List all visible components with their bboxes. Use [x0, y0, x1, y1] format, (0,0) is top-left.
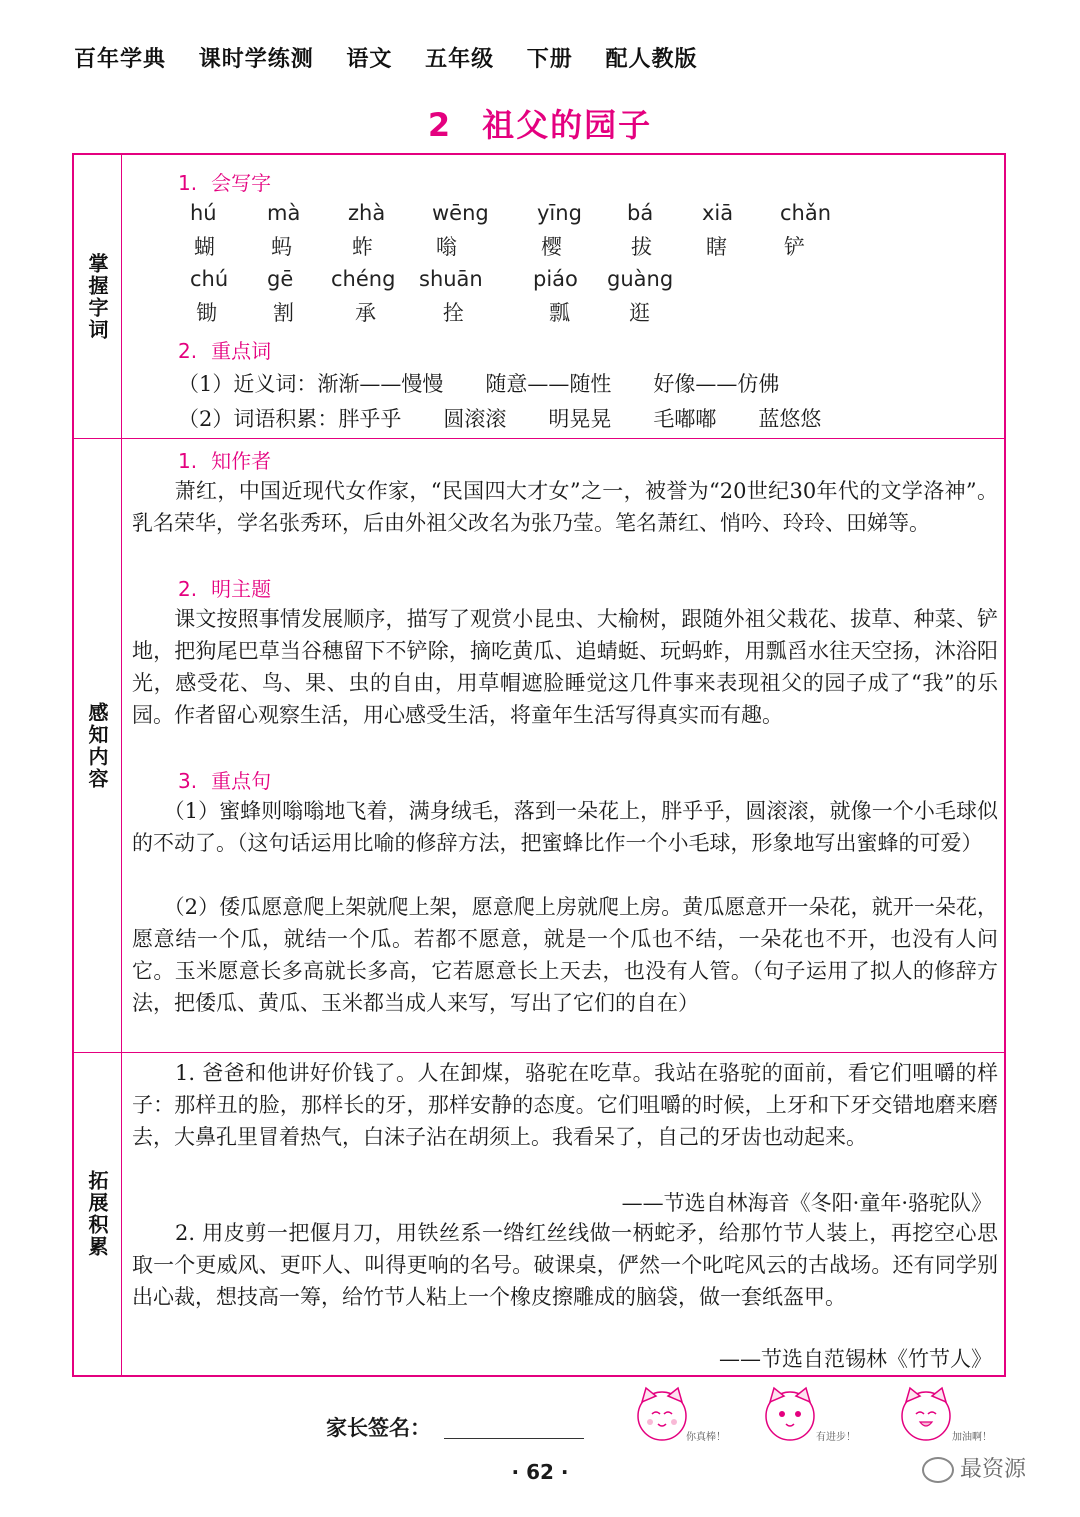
watermark-text: 最资源	[960, 1457, 1027, 1482]
section-extension	[74, 1053, 1004, 1375]
header-volume: 下册	[526, 47, 573, 72]
header-edition: 配人教版	[605, 47, 698, 72]
sub-heading-number: 1.	[178, 449, 198, 473]
page-number: · 62 ·	[511, 1460, 569, 1484]
side-label-cell	[74, 439, 122, 1052]
sub-heading-number: 2.	[178, 577, 198, 601]
sub-heading-title: 明主题	[211, 577, 272, 601]
sub-heading	[178, 445, 271, 474]
header-book: 课时学练测	[198, 47, 314, 72]
header-subject: 语文	[346, 47, 393, 72]
lesson-table	[72, 153, 1006, 1377]
character: 瞎	[706, 235, 727, 259]
sub-heading	[178, 573, 271, 602]
side-label: 感知内容	[85, 701, 109, 790]
pinyin: hú	[190, 201, 217, 225]
passage-1-source: ——节选自林海音《冬阳·童年·骆驼队》	[621, 1191, 992, 1215]
pinyin: guàng	[607, 267, 674, 291]
character: 铲	[784, 235, 805, 259]
pinyin: chéng	[331, 267, 396, 291]
character: 樱	[541, 235, 562, 259]
pinyin: mà	[267, 201, 301, 225]
pinyin: chú	[190, 267, 229, 291]
section-content	[132, 439, 998, 1053]
character: 拴	[443, 301, 464, 325]
pinyin: chǎn	[780, 201, 832, 225]
character: 嗡	[436, 235, 457, 259]
character: 瓢	[549, 301, 570, 325]
header-grade: 五年级	[425, 47, 495, 72]
lesson-title	[0, 100, 1080, 146]
sub-heading-number: 1.	[178, 171, 198, 195]
character: 割	[273, 301, 294, 325]
pinyin: piáo	[533, 267, 578, 291]
sub-heading-title: 知作者	[211, 449, 272, 473]
extension-passage-1: 1. 爸爸和他讲好价钱了。人在卸煤，骆驼在吃草。我站在骆驼的面前，看它们咀嚼的样子：那样丑的脸，那样长的牙，那样安静的态度。它们咀嚼的时候，上牙和下牙交错地磨来磨去，大鼻孔里冒着热气，白沫子沾在胡须上。我看呆了，自己的牙齿也动起来。	[132, 1061, 998, 1149]
side-label: 掌握字词	[85, 252, 109, 341]
sub-heading	[178, 765, 271, 794]
cat-sticker	[760, 1384, 875, 1454]
pinyin: bá	[627, 201, 654, 225]
lesson-title-text: 祖父的园子	[482, 106, 653, 144]
character: 承	[355, 301, 376, 325]
wechat-icon	[922, 1457, 954, 1483]
cat-sticker	[894, 1384, 1009, 1454]
sub-heading-number: 2.	[178, 339, 198, 363]
theme-paragraph: 课文按照事情发展顺序，描写了观赏小昆虫、大榆树，跟随外祖父栽花、拔草、种菜、铲地，把狗尾巴草当谷穗留下不铲除，摘吃黄瓜、追蜻蜓、玩蚂蚱，用瓢舀水往天空扬，沐浴阳光，感受花、鸟、果、虫的自由，用草帽遮脸睡觉这几件事来表现祖父的园子成了“我”的乐园。作者留心观察生活，用心感受生活，将童年生活写得真实而有趣。	[132, 607, 998, 727]
key-sentence-2: （2）倭瓜愿意爬上架就爬上架，愿意爬上房就爬上房。黄瓜愿意开一朵花，就开一朵花，愿意结一个瓜，就结一个瓜。若都不愿意，就是一个瓜也不结，一朵花也不开，也没有人问它。玉米愿意长多高就长多高，它若愿意长上天去，也没有人管。（句子运用了拟人的修辞方法，把倭瓜、黄瓜、玉米都当成人来写，写出了它们的自在）	[132, 895, 998, 1015]
section-vocabulary	[74, 155, 1004, 439]
header-series: 百年学典	[74, 47, 167, 72]
character: 蚱	[352, 235, 373, 259]
pinyin: zhà	[348, 201, 386, 225]
sub-heading-title: 重点词	[211, 339, 272, 363]
character: 蝴	[194, 235, 215, 259]
word-accumulation-line: （2）词语积累：胖乎乎 圆滚滚 明晃晃 毛嘟嘟 蓝悠悠	[178, 407, 822, 431]
book-header	[74, 42, 721, 73]
pinyin: xiā	[702, 201, 734, 225]
pinyin: gē	[267, 267, 294, 291]
cat-sticker	[628, 1384, 743, 1454]
sticker-label: 有进步！	[816, 1432, 856, 1443]
key-sentence-1: （1）蜜蜂则嗡嗡地飞着，满身绒毛，落到一朵花上，胖乎乎，圆滚滚，就像一个小毛球似的不动了。（这句话运用比喻的修辞方法，把蜜蜂比作一个小毛球，形象地写出蜜蜂的可爱）	[132, 799, 998, 855]
section-content	[132, 1053, 998, 1375]
author-paragraph: 萧红，中国近现代女作家，“民国四大才女”之一，被誉为“20世纪30年代的文学洛神”。乳名荣华，学名张秀环，后由外祖父改名为张乃莹。笔名萧红、悄吟、玲玲、田娣等。	[132, 479, 998, 535]
side-label: 拓展积累	[85, 1170, 109, 1258]
sticker-label: 你真棒！	[686, 1432, 726, 1443]
parent-signature-label: 家长签名：	[326, 1416, 431, 1440]
pinyin: shuān	[419, 267, 483, 291]
character: 拔	[631, 235, 652, 259]
sub-heading-number: 3.	[178, 769, 198, 793]
sub-heading	[178, 335, 271, 364]
side-label-cell	[74, 155, 122, 438]
extension-passage-2: 2. 用皮剪一把偃月刀，用铁丝系一绺红丝线做一柄蛇矛，给那竹节人装上，再挖空心思取一个更威风、更吓人、叫得更响的名号。破课桌，俨然一个叱咤风云的古战场。还有同学别出心裁，想技高一筹，给竹节人粘上一个橡皮擦雕成的脑袋，做一套纸盔甲。	[132, 1221, 998, 1309]
synonyms-line: （1）近义词：渐渐——慢慢 随意——随性 好像——仿佛	[178, 372, 780, 396]
character: 锄	[196, 301, 217, 325]
encouragement-stickers	[628, 1384, 1008, 1454]
section-content-understanding	[74, 439, 1004, 1053]
pinyin: wēng	[432, 201, 489, 225]
sub-heading-title: 会写字	[211, 171, 272, 195]
sub-heading-title: 重点句	[211, 769, 272, 793]
parent-signature-line[interactable]	[444, 1438, 584, 1439]
side-label-cell	[74, 1053, 122, 1375]
sticker-label: 加油啊！	[952, 1432, 992, 1443]
lesson-number: 2	[427, 106, 453, 144]
sub-heading	[178, 167, 271, 196]
section-content	[132, 155, 994, 439]
watermark	[922, 1452, 1026, 1483]
pinyin: yīng	[537, 201, 582, 225]
passage-2-source: ——节选自范锡林《竹节人》	[719, 1347, 992, 1371]
character: 蚂	[271, 235, 292, 259]
character: 逛	[629, 301, 650, 325]
